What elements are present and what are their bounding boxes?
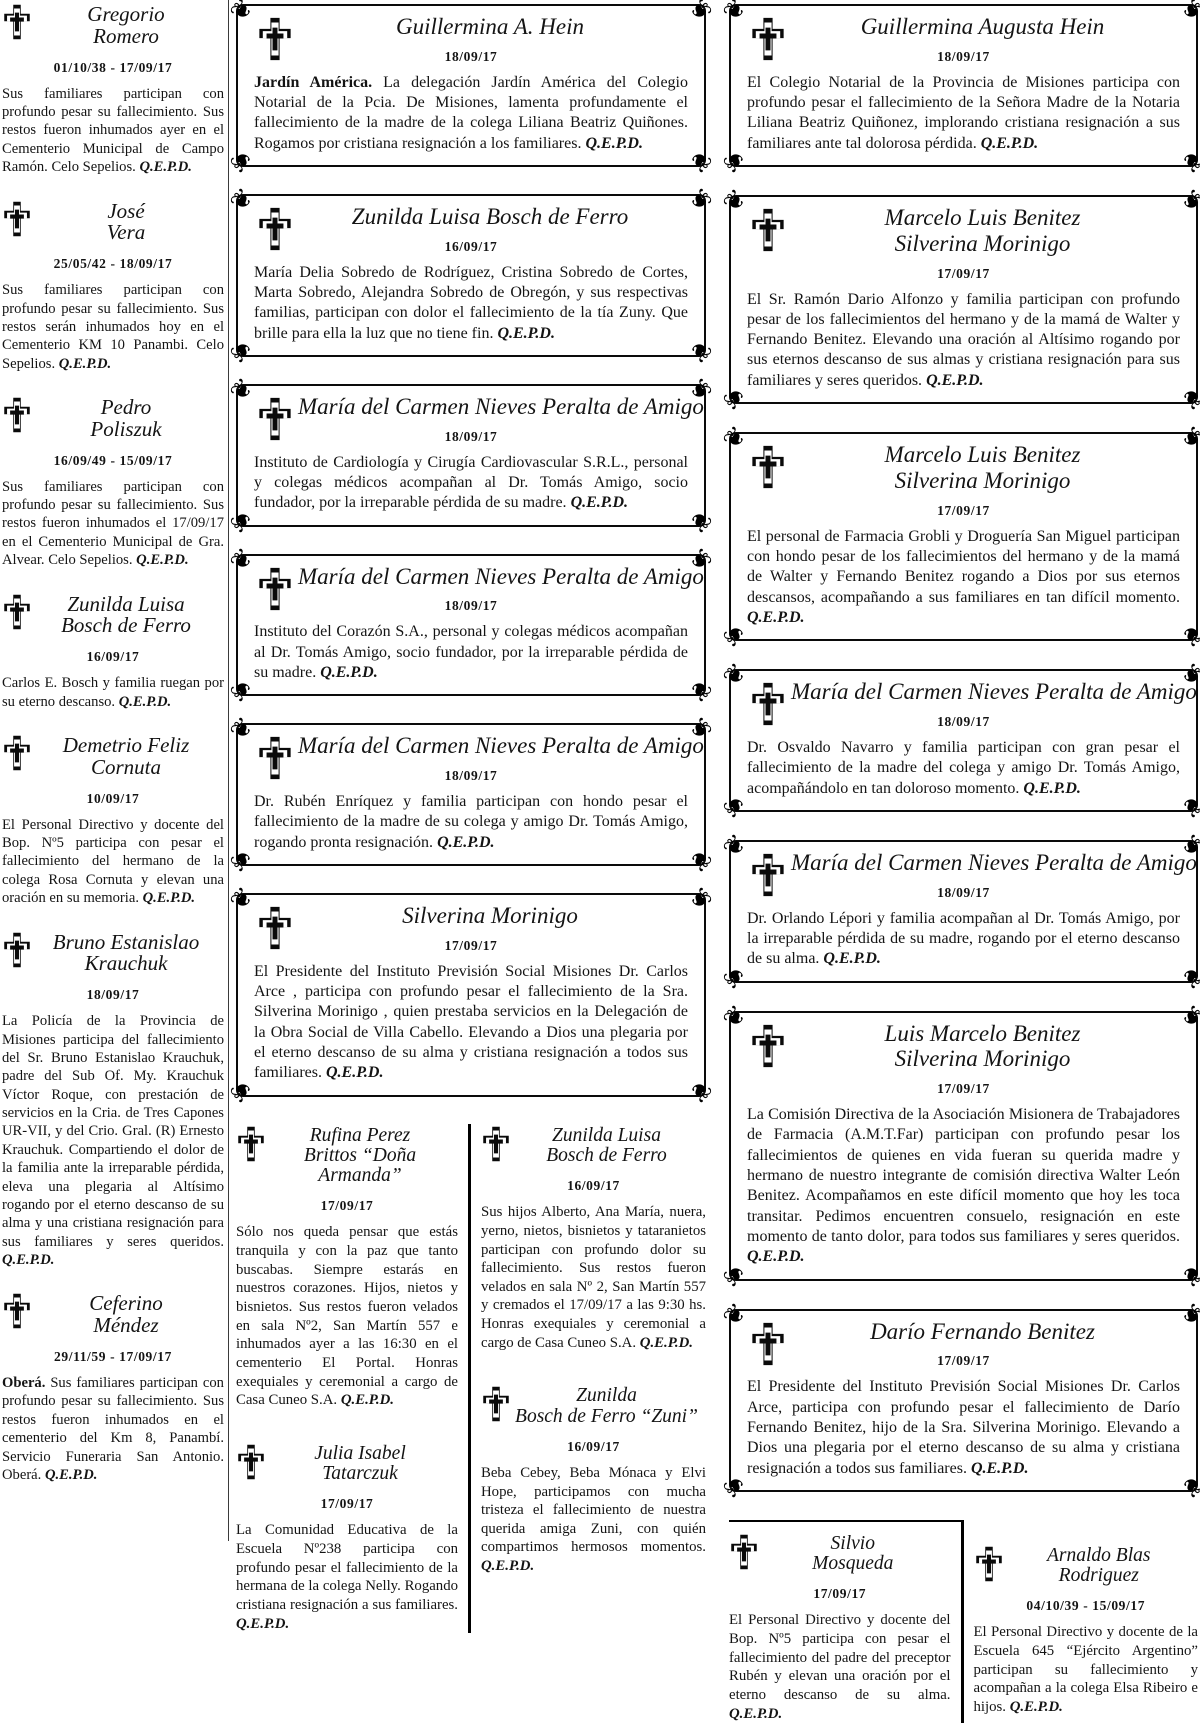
notice-header [747, 205, 1180, 257]
deceased-name-line1: Guillermina A. Hein [395, 14, 585, 39]
notice-header [2, 2, 224, 48]
obituary-body [974, 1623, 1199, 1716]
obituary-text: La delegación Jardín América del Colegio Notarial de la Pcia. De Misiones, lamenta profundamente el fallecimiento de la madre de la colega Liliana Beatriz Quiñones. Rogamos por cristiana resignación a los familiares. [254, 73, 688, 152]
obituary-body [747, 73, 1180, 154]
obituary-body [254, 453, 688, 514]
cross-icon [2, 931, 32, 974]
obituary-body [2, 674, 224, 711]
obituary-body [747, 909, 1180, 970]
notice-header [747, 679, 1197, 705]
death-date: 16/09/17 [444, 238, 498, 254]
obituary-text: Beba Cebey, Beba Mónaca y Elvi Hope, participamos con mucha tristeza el fallecimiento de nuestra querida amiga Zuni, con quién compartimos hermosos momentos. [481, 1464, 706, 1556]
obituary-notice [2, 2, 224, 177]
cross-icon [2, 734, 32, 777]
qepd-label: Q.E.P.D. [44, 1466, 98, 1483]
death-date: 16/09/17 [86, 649, 140, 665]
obituary-body [236, 1521, 458, 1633]
death-date: 18/09/17 [444, 428, 498, 444]
deceased-name [32, 1293, 220, 1337]
death-date: 17/09/17 [813, 1586, 867, 1602]
middle-bottom-section [236, 1124, 706, 1634]
deceased-name [298, 14, 682, 40]
obituary-notice [236, 1124, 458, 1410]
obituary-notice [236, 554, 706, 697]
qepd-label: Q.E.P.D. [340, 1392, 394, 1409]
deceased-name-line1: Marcelo Luis Benitez [884, 442, 1081, 468]
cross-icon [749, 681, 787, 732]
obituary-lead: Oberá. [2, 1375, 46, 1392]
deceased-name-line2: Poliszuk [90, 416, 162, 441]
deceased-name-line2: Vera [106, 220, 146, 245]
obituary-body [747, 527, 1180, 629]
deceased-name [32, 735, 220, 779]
deceased-name-line1: Rufina Perez [309, 1124, 411, 1146]
obituary-text: Sus familiares participan con profundo pesar su fallecimiento. Sus restos fueron inhumados en el cementerio del Km 8, Panambí. Servicio Funeraria San Antonio. Oberá. [2, 1375, 224, 1483]
qepd-label: Q.E.P.D. [142, 890, 196, 907]
obituary-body [2, 281, 224, 373]
deceased-name [791, 205, 1174, 257]
qepd-label: Q.E.P.D. [926, 371, 984, 389]
qepd-label: Q.E.P.D. [1023, 779, 1081, 797]
death-date: 25/05/42 - 18/09/17 [53, 256, 173, 272]
deceased-name-line1: Zunilda [576, 1385, 637, 1407]
notice-header [236, 1442, 458, 1485]
qepd-label: Q.E.P.D. [747, 1248, 805, 1266]
notice-header [254, 14, 688, 40]
cross-icon [2, 3, 32, 46]
qepd-label: Q.E.P.D. [497, 324, 555, 342]
obituary-body [747, 1105, 1180, 1268]
deceased-name-line1: Pedro [100, 395, 152, 420]
deceased-name-line2: Brittos “Doña Armanda” [303, 1144, 417, 1187]
deceased-name-line1: Arnaldo Blas [1047, 1544, 1151, 1566]
obituary-text: Dr. Orlando Lépori y familia acompañan al Dr. Tomás Amigo, por la irreparable pérdida de su madre, rogando por el eterno descanso de su alma. [747, 909, 1180, 968]
deceased-name-line1: Julia Isabel [314, 1442, 406, 1464]
death-date: 16/09/49 - 15/09/17 [53, 452, 173, 468]
deceased-name [266, 1444, 454, 1485]
obituary-body [747, 1377, 1180, 1479]
deceased-name-line2: Bosch de Ferro “Zuni” [515, 1405, 698, 1427]
sub-column [471, 1124, 706, 1634]
notice-header [2, 592, 224, 638]
deceased-name [791, 442, 1174, 494]
deceased-name-line1: Marcelo Luis Benitez [884, 205, 1081, 230]
cross-icon [749, 1321, 787, 1372]
death-date: 16/09/17 [567, 1178, 620, 1194]
qepd-label: Q.E.P.D. [747, 608, 805, 626]
qepd-label: Q.E.P.D. [570, 494, 629, 512]
deceased-name [511, 1386, 702, 1427]
deceased-name-line2: Silverina Morinigo [894, 1046, 1071, 1072]
cross-icon [256, 735, 294, 786]
deceased-name-line1: Demetrio Feliz [62, 733, 190, 757]
deceased-name [32, 591, 220, 638]
obituary-body [747, 290, 1180, 392]
obituary-text: Dr. Rubén Enríquez y familia participan con hondo pesar el fallecimiento de la madre de su colega y amigo Dr. Tomás Amigo, rogando pronta resignación. [254, 793, 688, 851]
death-date: 18/09/17 [937, 48, 990, 64]
obituary-notice [729, 1309, 1198, 1492]
deceased-name-line1: Bruno Estanislao [52, 929, 200, 954]
deceased-name [791, 849, 1197, 876]
obituary-notice [974, 1544, 1199, 1717]
deceased-name-line2: Krauchuk [84, 951, 168, 976]
obituary-body [254, 263, 688, 344]
cross-icon [256, 206, 294, 257]
deceased-name [298, 394, 704, 420]
obituary-text: El Colegio Notarial de la Provincia de Misiones participa con profundo pesar el fallecimiento de la Señora Madre de la Notaria Liliana Beatriz Quiñonez, implorando cristiana resignación a sus familiares ante tal dolorosa pérdida. [747, 73, 1180, 152]
deceased-name-line1: Guillermina Augusta Hein [860, 14, 1105, 39]
obituary-notice [2, 930, 224, 1270]
death-date: 18/09/17 [444, 768, 498, 784]
middle-obituary-column [236, 4, 706, 1633]
death-date: 17/09/17 [444, 937, 498, 953]
death-date: 18/09/17 [937, 713, 990, 729]
death-date: 01/10/38 - 17/09/17 [53, 59, 173, 75]
death-date: 17/09/17 [937, 1081, 990, 1096]
cross-icon [481, 1385, 511, 1428]
deceased-name [791, 1319, 1174, 1345]
notice-header [747, 1021, 1180, 1073]
obituary-notice [729, 432, 1198, 641]
deceased-name-line1: José [107, 198, 145, 223]
deceased-name-line1: María del Carmen Nieves Peralta de Amigo [791, 679, 1197, 705]
cross-icon [749, 1023, 787, 1074]
cross-icon [236, 1125, 266, 1168]
obituary-text: Sus familiares participan con profundo pesar su fallecimiento. Sus restos fueron inhumados el 17/09/17 en el Cementerio Municipal de Gra. Alvear. Celo Sepelios. [2, 478, 224, 569]
obituary-text: Sus familiares participan con profundo pesar su fallecimiento. Sus restos serán inhumados hoy en el Cementerio KM 10 Panambi. Celo Sepelios. [2, 282, 224, 372]
notice-header [254, 563, 704, 590]
obituary-text: Sólo nos queda pensar que estás tranquila y con la paz que tanto buscabas. Siempre estarás en nuestros corazones. Hijos, nietos y bisnietos. Sus restos fueron velados en sala Nº2, San Martín 557 e inhumados ayer a las 16:30 en el cementerio El Portal. Honras exequiales y ceremonial a cargo de Casa Cuneo S.A. [236, 1224, 458, 1409]
obituary-text: La Policía de la Provincia de Misiones participa del fallecimiento del Sr. Bruno Estanislao Krauchuk, padre del Sub Of. My. Krauchuk Víctor Roque, con prestación de servicios en la Cria. de Tres Capones UR-VII, y del Crio. Gral. (R) Ernesto Krauchuk. Compartiendo el dolor de la familia ante la irreparable pérdida, eleva una plegaria al Altísimo rogando por el eterno descanso de su alma y una cristiana resignación para sus familiares y seres queridos. [2, 1013, 224, 1250]
cross-icon [2, 1292, 32, 1335]
cross-icon [481, 1125, 511, 1168]
obituary-body [2, 816, 224, 908]
notice-header [2, 395, 224, 441]
qepd-label: Q.E.P.D. [320, 664, 378, 682]
notice-header [729, 1532, 951, 1575]
obituary-text: El Sr. Ramón Dario Alfonzo y familia participan con profundo pesar de los fallecimientos del hermano y de la mamá de Walter y Fernando Benitez. Elevando una oración al Altísimo rogando por sus eternos descanso de sus almas y cristiana resignación para sus familiares y seres queridos. [747, 290, 1180, 389]
deceased-name-line1: Darío Fernando Benitez [870, 1318, 1095, 1344]
column-divider [228, 0, 229, 1541]
deceased-name-line1: Silvio [830, 1532, 875, 1554]
obituary-text: El personal de Farmacia Grobli y Droguería San Miguel participan con hondo pesar de los fallecimientos del hermano y de la mamá de Walter y Fernando Benitez rogando a Dios por sus eternos descansos, acompañando a sus familiares en tan difícil momento. [747, 527, 1180, 606]
obituary-text: El Personal Directivo y docente del Bop. Nº5 participa con pesar el fallecimiento del hermano de la colega Rosa Cornuta y elevan una oración en su memoria. [2, 816, 224, 907]
qepd-label: Q.E.P.D. [729, 1705, 783, 1722]
qepd-label: Q.E.P.D. [481, 1558, 535, 1575]
obituary-lead: Jardín América. [254, 73, 373, 91]
obituary-notice [2, 395, 224, 570]
qepd-label: Q.E.P.D. [970, 1459, 1029, 1477]
deceased-name-line1: María del Carmen Nieves Peralta de Amigo [298, 394, 704, 419]
left-obituary-column [2, 2, 224, 1506]
deceased-name-line2: Bosch de Ferro [61, 613, 191, 638]
deceased-name [759, 1534, 947, 1575]
obituary-notice [729, 195, 1198, 404]
obituary-text: La Comunidad Educativa de la Escuela Nº238 participa con profundo pesar el fallecimiento de la hermana de la colega Nelly. Rogando cristiana resignación a sus familiares. [236, 1522, 458, 1613]
death-date: 17/09/17 [320, 1198, 374, 1214]
deceased-name-line1: Zunilda Luisa [67, 591, 185, 616]
obituary-body [254, 962, 688, 1084]
death-date: 17/09/17 [320, 1496, 374, 1512]
deceased-name [511, 1126, 702, 1167]
deceased-name [32, 929, 220, 976]
obituary-body [254, 792, 688, 853]
cross-icon [256, 16, 294, 67]
sub-column [729, 1520, 964, 1723]
death-date: 17/09/17 [937, 502, 990, 518]
obituary-body [2, 1374, 224, 1484]
qepd-label: Q.E.P.D. [139, 159, 192, 176]
obituary-body [729, 1611, 951, 1723]
qepd-label: Q.E.P.D. [58, 355, 112, 372]
notice-header [254, 204, 688, 230]
obituary-notice [236, 194, 706, 357]
notice-header [747, 442, 1180, 494]
notice-header [481, 1124, 706, 1167]
obituary-body [254, 622, 688, 683]
notice-header [747, 14, 1180, 40]
qepd-label: Q.E.P.D. [118, 693, 172, 710]
cross-icon [749, 16, 787, 67]
deceased-name-line2: Silverina Morinigo [894, 467, 1071, 493]
cross-icon [749, 852, 787, 903]
notice-header [236, 1124, 458, 1187]
deceased-name-line2: Bosch de Ferro [546, 1144, 667, 1166]
obituary-text: El Personal Directivo y docente de la Escuela 645 “Ejército Argentino” participan su fallecimiento y acompañan a la colega Elsa Ribeiro e hijos. [973, 1624, 1198, 1715]
death-date: 29/11/59 - 17/09/17 [54, 1349, 172, 1365]
obituary-text: El Personal Directivo y docente del Bop. Nº5 participa con pesar el fallecimiento del padre del preceptor Rubén y elevan una oración por el eterno descanso de su alma. [729, 1612, 951, 1703]
cross-icon [2, 200, 32, 243]
deceased-name [791, 14, 1174, 40]
notice-header [481, 1384, 706, 1427]
deceased-name-line2: Tatarczuk [322, 1463, 398, 1485]
deceased-name [32, 397, 220, 441]
notice-header [747, 849, 1197, 876]
obituary-notice [729, 4, 1198, 167]
obituary-notice [236, 4, 706, 167]
right-bottom-section [729, 1520, 1198, 1723]
deceased-name-line1: Zunilda Luisa [552, 1124, 661, 1146]
obituary-notice [236, 723, 706, 866]
deceased-name-line1: Ceferino [89, 1291, 163, 1316]
obituary-notice [729, 1011, 1198, 1281]
obituary-body [2, 478, 224, 570]
deceased-name [298, 903, 682, 929]
notice-header [2, 733, 224, 779]
deceased-name-line2: Cornuta [90, 754, 161, 779]
death-date: 18/09/17 [937, 884, 990, 900]
death-date: 04/10/39 - 15/09/17 [1026, 1598, 1146, 1614]
deceased-name [32, 4, 220, 48]
deceased-name [298, 204, 682, 230]
obituary-notice [729, 669, 1198, 812]
cross-icon [256, 566, 294, 617]
obituary-notice [236, 893, 706, 1097]
deceased-name [791, 1021, 1174, 1073]
obituary-notice [729, 1532, 951, 1723]
deceased-name-line2: Méndez [93, 1313, 159, 1338]
qepd-label: Q.E.P.D. [437, 833, 495, 851]
deceased-name [298, 563, 704, 590]
qepd-label: Q.E.P.D. [823, 950, 881, 968]
obituary-text: El Presidente del Instituto Previsión Social Misiones Dr. Carlos Arce , participa con profundo pesar el fallecimiento de la Sra. Silverina Morinigo , quien prestaba servicios en la Delegación de la Obra Social de Villa Cabello. Elevando a Dios una plegaria por el eterno descanso de su alma y cristiana resignación a todos sus familiares. [254, 962, 688, 1082]
notice-header [2, 1291, 224, 1337]
obituary-notice [236, 384, 706, 527]
deceased-name-line2: Mosqueda [812, 1553, 894, 1575]
notice-header [254, 394, 704, 420]
obituary-body [236, 1223, 458, 1409]
qepd-label: Q.E.P.D. [980, 134, 1039, 152]
deceased-name-line1: Luis Marcelo Benitez [884, 1020, 1081, 1046]
notice-header [254, 733, 704, 759]
obituary-text: Instituto del Corazón S.A., personal y colegas médicos acompañan al Dr. Tomás Amigo, socio fundador, por la irreparable pérdida de su madre. [254, 623, 688, 682]
deceased-name [298, 733, 704, 759]
obituary-body [481, 1464, 706, 1576]
obituary-body [254, 73, 688, 154]
obituary-notice [2, 1291, 224, 1484]
cross-icon [256, 905, 294, 956]
deceased-name-line1: Silverina Morinigo [402, 903, 578, 929]
deceased-name-line1: María del Carmen Nieves Peralta de Amigo [791, 849, 1197, 875]
deceased-name-line1: Zunilda Luisa Bosch de Ferro [351, 204, 629, 229]
cross-icon [236, 1443, 266, 1486]
deceased-name-line1: María del Carmen Nieves Peralta de Amigo [298, 563, 704, 589]
deceased-name-line2: Rodriguez [1058, 1565, 1139, 1587]
obituary-notice [2, 733, 224, 908]
qepd-label: Q.E.P.D. [136, 552, 189, 569]
notice-header [974, 1544, 1199, 1587]
cross-icon [729, 1533, 759, 1576]
obituary-text: La Comisión Directiva de la Asociación Misionera de Trabajadores de Farmacia (A.M.T.Far) participan con profundo pesar los fallecimientos de quienes en vida fueran su querida madre y hermano de nuestro integrante de comisión directiva Walter León Benitez. Acompañamos en este difícil momento que hoy les toca transitar. Pedimos encuentren consuelo, resignación en este momento de tanto dolor, para todos sus familiares y seres queridos. [747, 1106, 1180, 1245]
sub-column [964, 1520, 1199, 1723]
cross-icon [749, 444, 787, 495]
death-date: 18/09/17 [444, 48, 498, 64]
obituary-body [2, 1012, 224, 1269]
qepd-label: Q.E.P.D. [585, 134, 643, 152]
deceased-name [791, 679, 1197, 705]
cross-icon [974, 1545, 1004, 1588]
notice-header [254, 903, 688, 929]
qepd-label: Q.E.P.D. [325, 1064, 384, 1082]
cross-icon [2, 593, 32, 636]
right-obituary-column [729, 4, 1198, 1723]
obituary-notice [729, 840, 1198, 983]
obituary-body [2, 85, 224, 177]
death-date: 10/09/17 [86, 790, 140, 806]
obituary-text: Dr. Osvaldo Navarro y familia participan con gran pesar el fallecimiento de la madre del colega y amigo Dr. Tomás Amigo, acompañándolo en tan doloroso momento. [747, 738, 1180, 797]
obituary-notice [236, 1442, 458, 1633]
notice-header [2, 930, 224, 976]
obituary-body [747, 738, 1180, 799]
obituary-body [481, 1203, 706, 1352]
deceased-name-line2: Silverina Morinigo [894, 230, 1071, 256]
deceased-name [32, 198, 220, 245]
obituary-notice [2, 592, 224, 711]
obituary-text: Sus familiares participan con profundo pesar su fallecimiento. Sus restos fueron inhumados ayer en el Cementerio Municipal de Campo Ramón. Celo Sepelios. [2, 85, 224, 176]
notice-header [2, 199, 224, 245]
cross-icon [749, 207, 787, 258]
death-date: 16/09/17 [567, 1438, 620, 1454]
sub-column [236, 1124, 471, 1634]
deceased-name [266, 1126, 454, 1187]
cross-icon [2, 396, 32, 439]
qepd-label: Q.E.P.D. [2, 1252, 55, 1269]
obituary-text: María Delia Sobredo de Rodríguez, Cristina Sobredo de Cortes, Marta Sobredo, Alejandra Sobredo de Obregón, y sus respectivas familias, participan con dolor el fallecimiento de la tía Zuny. Que brille para ella la luz que no tiene fin. [254, 263, 688, 342]
deceased-name-line1: Gregorio [87, 2, 165, 26]
death-date: 18/09/17 [86, 987, 140, 1003]
deceased-name-line2: Romero [93, 23, 159, 48]
qepd-label: Q.E.P.D. [639, 1334, 693, 1351]
obituary-notice [2, 199, 224, 374]
cross-icon [256, 396, 294, 447]
qepd-label: Q.E.P.D. [236, 1615, 290, 1632]
qepd-label: Q.E.P.D. [1009, 1698, 1063, 1715]
obituary-text: Sus hijos Alberto, Ana María, nuera, yerno, nietos, bisnietos y tataranietos participan con profundo dolor su fallecimiento. Sus restos fueron velados en sala Nº 2, San Martín 557 y cremados el 17/09/17 a las 9:30 hs. Honras exequiales y ceremonial a cargo de Casa Cuneo S.A. [481, 1204, 706, 1351]
deceased-name-line1: María del Carmen Nieves Peralta de Amigo [298, 733, 704, 759]
deceased-name [1004, 1546, 1195, 1587]
obituary-notice [481, 1124, 706, 1353]
obituary-text: El Presidente del Instituto Previsión Social Misiones Dr. Carlos Arce, participa con profundo pesar el fallecimiento de Darío Fernando Benitez, hijo de la Sra. Silverina Morinigo. Elevando a Dios una plegaria por el eterno descanso de su alma y cristiana resignación a todos sus familiares. [747, 1378, 1180, 1477]
death-date: 17/09/17 [937, 265, 990, 281]
obituary-text: Instituto de Cardiología y Cirugía Cardiovascular S.R.L., personal y colegas médicos acompañan al Dr. Tomás Amigo, socio fundador, por la irreparable pérdida de su madre. [254, 453, 688, 512]
notice-header [747, 1319, 1180, 1345]
death-date: 18/09/17 [444, 598, 498, 614]
obituary-text: Carlos E. Bosch y familia ruegan por su eterno descanso. [2, 675, 224, 710]
obituary-notice [481, 1384, 706, 1575]
death-date: 17/09/17 [937, 1353, 990, 1369]
